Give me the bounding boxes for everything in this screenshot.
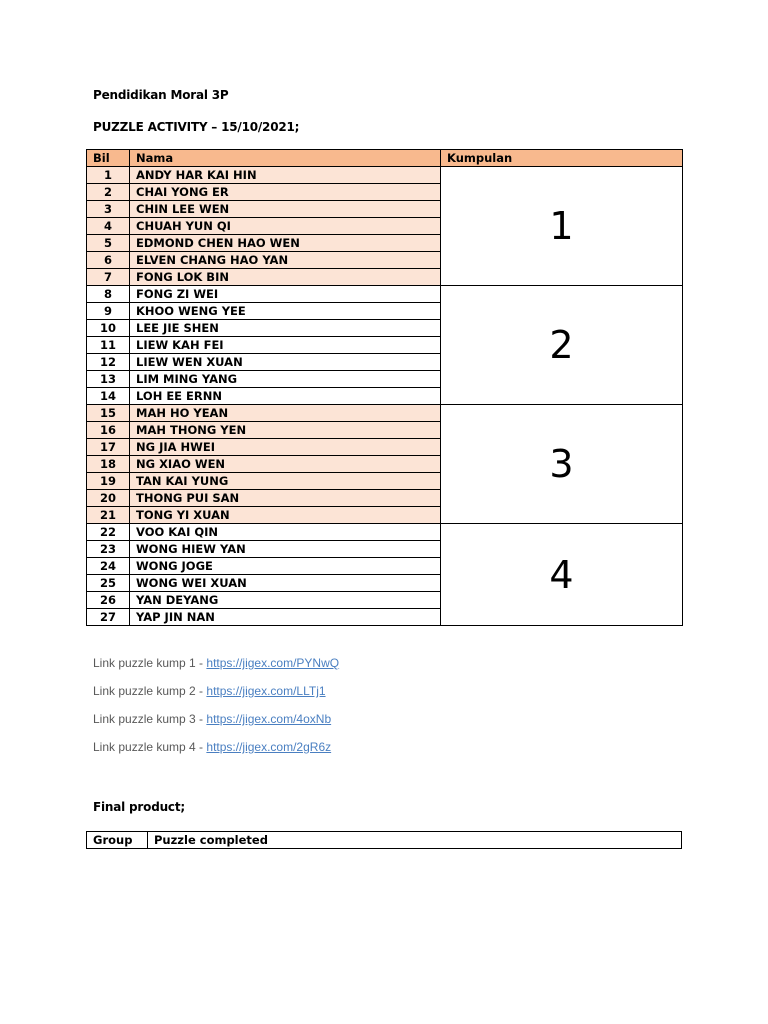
student-name: MAH HO YEAN [130, 405, 441, 422]
row-number: 23 [87, 541, 130, 558]
puzzle-link-label: Link puzzle kump 3 - [93, 712, 207, 726]
row-number: 9 [87, 303, 130, 320]
roster-table [86, 149, 683, 626]
table-row [87, 405, 683, 422]
student-name: FONG LOK BIN [130, 269, 441, 286]
student-name: FONG ZI WEI [130, 286, 441, 303]
table-row [87, 524, 683, 541]
row-number: 12 [87, 354, 130, 371]
header-nama: Nama [130, 150, 441, 167]
student-name: ELVEN CHANG HAO YAN [130, 252, 441, 269]
puzzle-link-line-1 [93, 654, 339, 682]
student-name: LIEW WEN XUAN [130, 354, 441, 371]
row-number: 5 [87, 235, 130, 252]
final-header-row [87, 832, 682, 849]
row-number: 11 [87, 337, 130, 354]
table-row [87, 286, 683, 303]
student-name: WONG HIEW YAN [130, 541, 441, 558]
group-number-4: 4 [441, 524, 683, 626]
document-title: Pendidikan Moral 3P [93, 88, 229, 102]
row-number: 16 [87, 422, 130, 439]
puzzle-link-line-2 [93, 682, 339, 710]
puzzle-link-3[interactable]: https://jigex.com/4oxNb [206, 712, 332, 726]
activity-title: PUZZLE ACTIVITY – 15/10/2021; [93, 120, 300, 134]
student-name: MAH THONG YEN [130, 422, 441, 439]
row-number: 27 [87, 609, 130, 626]
student-name: LIM MING YANG [130, 371, 441, 388]
row-number: 4 [87, 218, 130, 235]
student-name: TONG YI XUAN [130, 507, 441, 524]
header-puzzle-completed: Puzzle completed [148, 832, 682, 849]
puzzle-link-line-4 [93, 738, 339, 766]
student-name: VOO KAI QIN [130, 524, 441, 541]
header-group: Group [87, 832, 148, 849]
group-number-1: 1 [441, 167, 683, 286]
puzzle-link-2[interactable]: https://jigex.com/LLTj1 [206, 684, 326, 698]
student-name: LOH EE ERNN [130, 388, 441, 405]
row-number: 6 [87, 252, 130, 269]
group-number-2: 2 [441, 286, 683, 405]
student-name: NG JIA HWEI [130, 439, 441, 456]
row-number: 15 [87, 405, 130, 422]
row-number: 3 [87, 201, 130, 218]
puzzle-link-line-3 [93, 710, 339, 738]
row-number: 24 [87, 558, 130, 575]
row-number: 2 [87, 184, 130, 201]
puzzle-links [93, 654, 339, 766]
row-number: 25 [87, 575, 130, 592]
row-number: 18 [87, 456, 130, 473]
row-number: 1 [87, 167, 130, 184]
row-number: 8 [87, 286, 130, 303]
student-name: CHUAH YUN QI [130, 218, 441, 235]
puzzle-link-1[interactable]: https://jigex.com/PYNwQ [206, 656, 340, 670]
student-name: ANDY HAR KAI HIN [130, 167, 441, 184]
student-name: TAN KAI YUNG [130, 473, 441, 490]
final-product-table [86, 831, 682, 849]
row-number: 14 [87, 388, 130, 405]
student-name: YAN DEYANG [130, 592, 441, 609]
row-number: 13 [87, 371, 130, 388]
row-number: 26 [87, 592, 130, 609]
student-name: EDMOND CHEN HAO WEN [130, 235, 441, 252]
row-number: 22 [87, 524, 130, 541]
student-name: CHIN LEE WEN [130, 201, 441, 218]
group-number-3: 3 [441, 405, 683, 524]
row-number: 21 [87, 507, 130, 524]
row-number: 10 [87, 320, 130, 337]
puzzle-link-4[interactable]: https://jigex.com/2gR6z [206, 740, 332, 754]
puzzle-link-label: Link puzzle kump 4 - [93, 740, 207, 754]
header-bil: Bil [87, 150, 130, 167]
puzzle-link-label: Link puzzle kump 1 - [93, 656, 207, 670]
puzzle-link-label: Link puzzle kump 2 - [93, 684, 207, 698]
student-name: NG XIAO WEN [130, 456, 441, 473]
header-kumpulan: Kumpulan [441, 150, 683, 167]
student-name: THONG PUI SAN [130, 490, 441, 507]
student-name: WONG WEI XUAN [130, 575, 441, 592]
student-name: YAP JIN NAN [130, 609, 441, 626]
final-product-title: Final product; [93, 800, 185, 814]
row-number: 17 [87, 439, 130, 456]
student-name: KHOO WENG YEE [130, 303, 441, 320]
table-row [87, 167, 683, 184]
student-name: CHAI YONG ER [130, 184, 441, 201]
row-number: 20 [87, 490, 130, 507]
row-number: 19 [87, 473, 130, 490]
student-name: LEE JIE SHEN [130, 320, 441, 337]
row-number: 7 [87, 269, 130, 286]
student-name: WONG JOGE [130, 558, 441, 575]
roster-header-row [87, 150, 683, 167]
student-name: LIEW KAH FEI [130, 337, 441, 354]
